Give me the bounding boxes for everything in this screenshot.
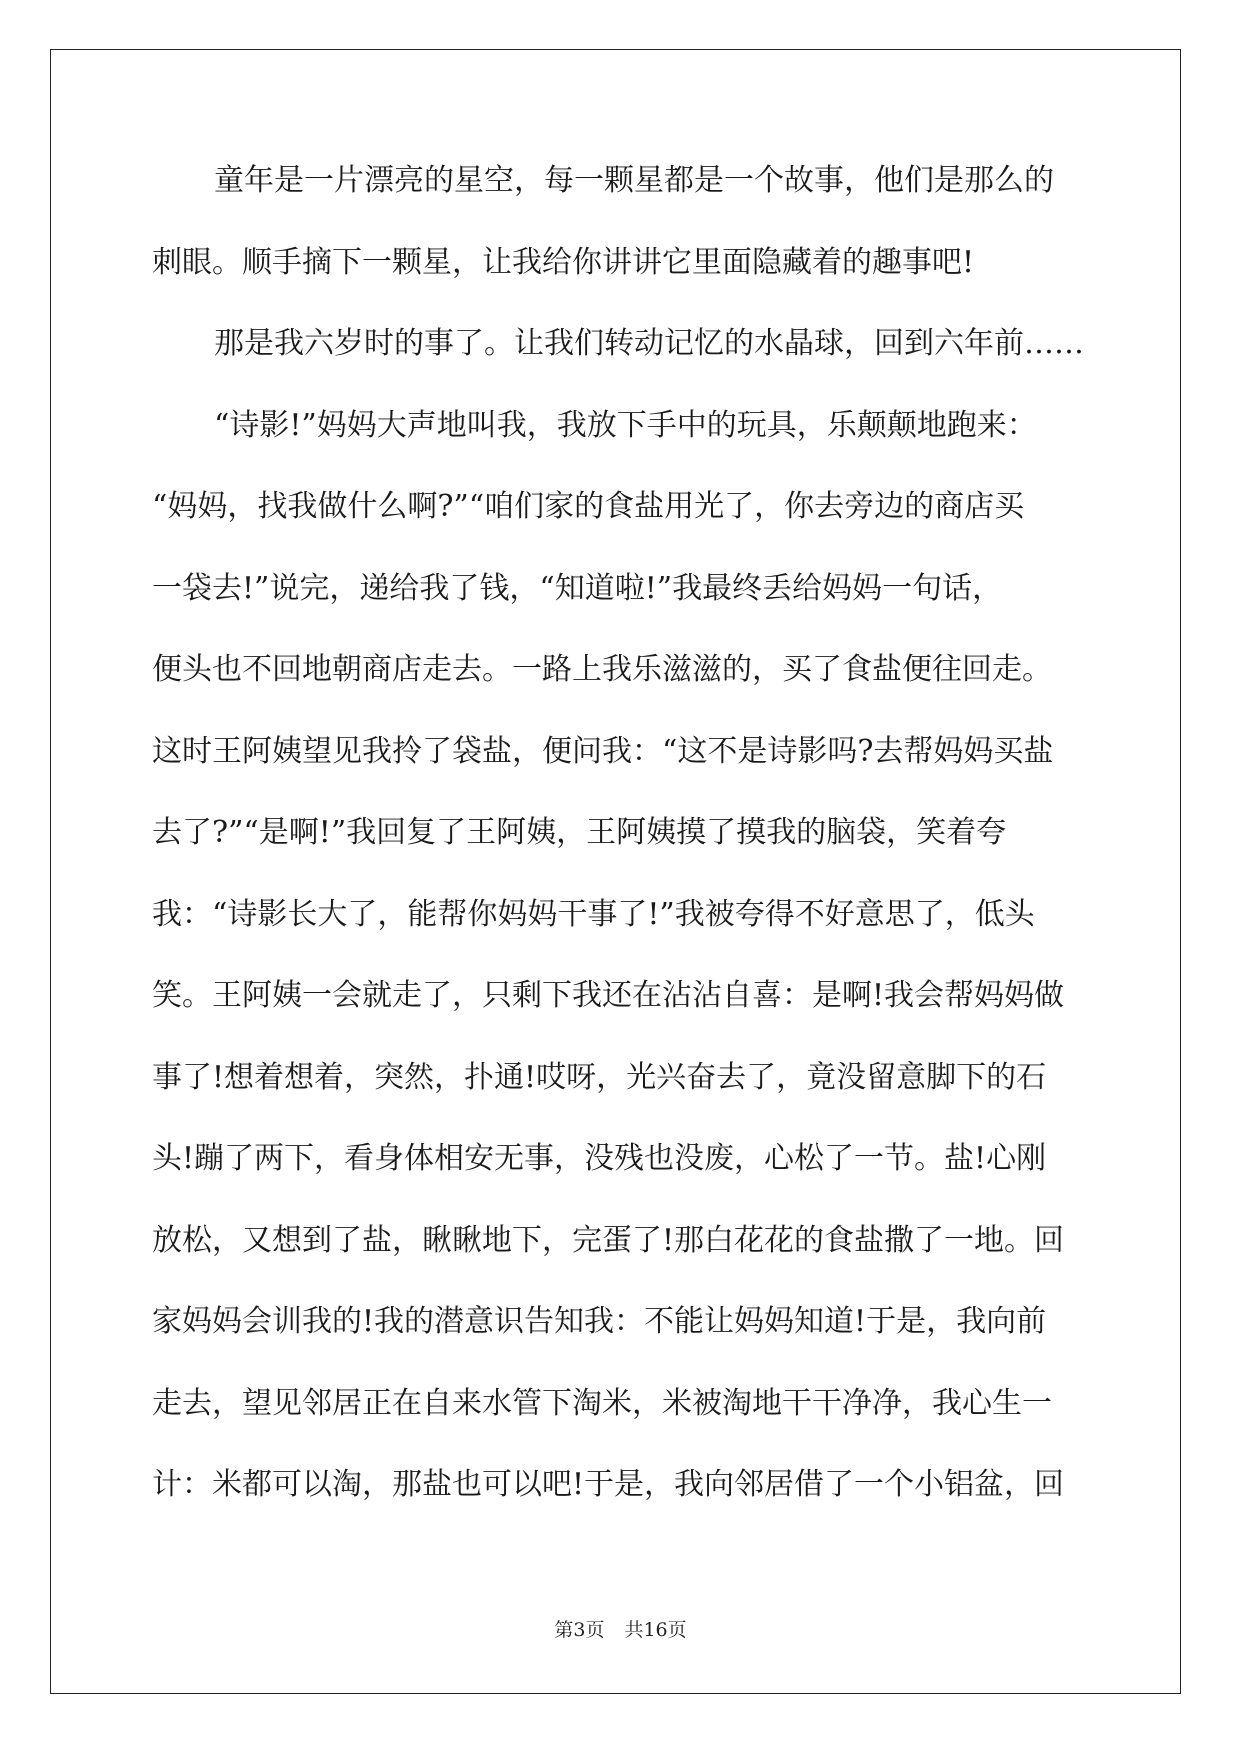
text-line: 放松，又想到了盐，瞅瞅地下，完蛋了!那白花花的食盐撒了一地。回 bbox=[152, 1222, 1065, 1258]
page-footer bbox=[0, 1618, 1241, 1642]
text-line: 笑。王阿姨一会就走了，只剩下我还在沾沾自喜：是啊!我会帮妈妈做 bbox=[152, 978, 1065, 1013]
text-line: 去了?”“是啊!”我回复了王阿姨，王阿姨摸了摸我的脑袋，笑着夸 bbox=[152, 815, 1007, 850]
text-line: 刺眼。顺手摘下一颗星，让我给你讲讲它里面隐藏着的趣事吧! bbox=[152, 244, 975, 280]
text-line: “妈妈，找我做什么啊?”“咱们家的食盐用光了，你去旁边的商店买 bbox=[152, 489, 1025, 524]
text-line: 那是我六岁时的事了。让我们转动记忆的水晶球，回到六年前…… bbox=[214, 326, 1084, 361]
total-page-count: 共16页 bbox=[624, 1619, 687, 1641]
text-line: 这时王阿姨望见我拎了袋盐，便问我：“这不是诗影吗?去帮妈妈买盐 bbox=[152, 733, 1054, 769]
text-line: 走去，望见邻居正在自来水管下淘米，米被淘地干干净净，我心生一 bbox=[152, 1385, 1052, 1421]
text-line: 头!蹦了两下，看身体相安无事，没残也没废，心松了一节。盐!心刚 bbox=[152, 1141, 1047, 1176]
text-line: 家妈妈会训我的!我的潜意识告知我：不能让妈妈知道!于是，我向前 bbox=[152, 1304, 1047, 1339]
text-line: 便头也不回地朝商店走去。一路上我乐滋滋的，买了食盐便往回走。 bbox=[152, 652, 1052, 687]
text-line: 事了!想着想着，突然，扑通!哎呀，光兴奋去了，竟没留意脚下的石 bbox=[152, 1059, 1047, 1095]
text-line: 计：米都可以淘，那盐也可以吧!于是，我向邻居借了一个小铝盆，回 bbox=[152, 1467, 1065, 1502]
current-page-number: 第3页 bbox=[554, 1619, 605, 1641]
text-line: 童年是一片漂亮的星空，每一颗星都是一个故事，他们是那么的 bbox=[214, 163, 1054, 198]
document-body bbox=[152, 160, 1092, 1546]
text-line: “诗影!”妈妈大声地叫我，我放下手中的玩具，乐颠颠地跑来： bbox=[214, 407, 1037, 443]
text-line: 一袋去!”说完，递给我了钱，“知道啦!”我最终丢给妈妈一句话， bbox=[152, 570, 1003, 606]
text-line: 我：“诗影长大了，能帮你妈妈干事了!”我被夸得不好意思了，低头 bbox=[152, 896, 1035, 932]
